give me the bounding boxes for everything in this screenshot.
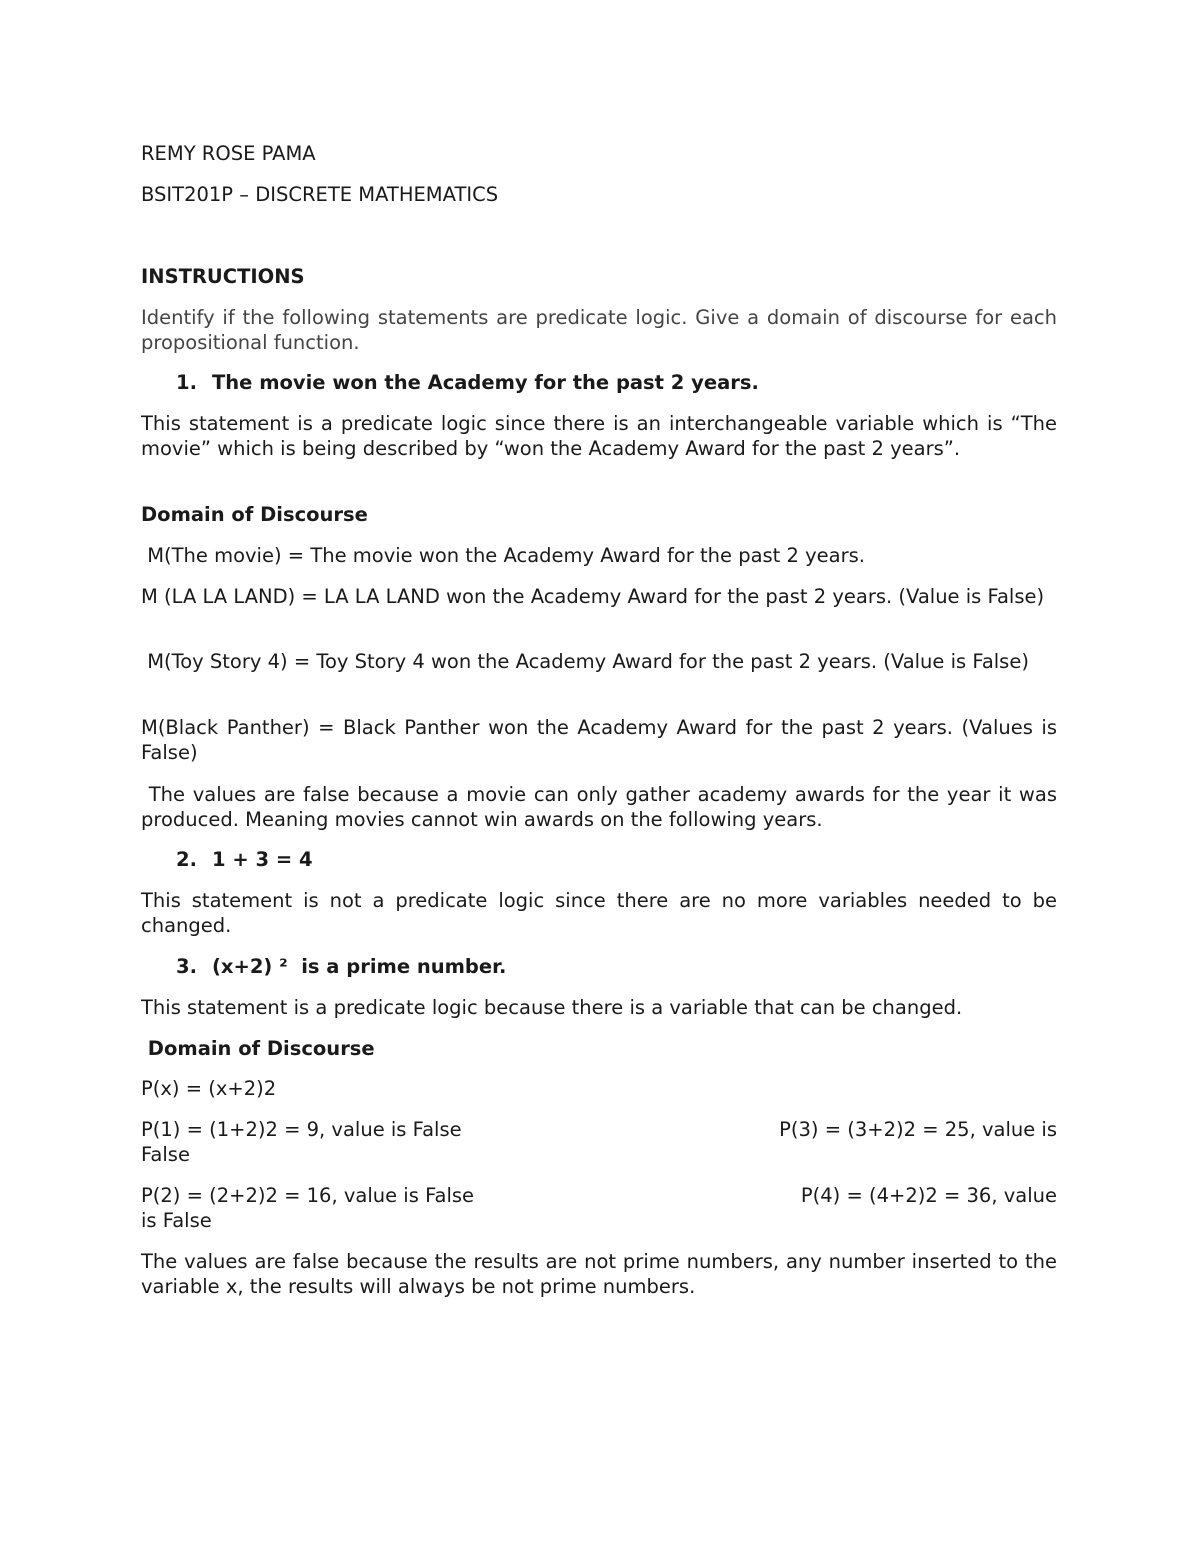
item-1-conclusion: The values are false because a movie can only gather academy awards for the year it was produced. Meaning movies cannot win awards on the following years.: [141, 783, 1064, 831]
p2-value: P(2) = (2+2)2 = 16, value is False: [141, 1184, 475, 1207]
p3-value: P(3) = (3+2)2 = 25, value is: [779, 1118, 1057, 1141]
item-3-explanation: This statement is a predicate logic because there is a variable that can be changed.: [141, 996, 963, 1019]
item-1-explanation: This statement is a predicate logic since there is an interchangeable variable which is “The movie” which is being described by “won the Academy Award for the past 2 years”.: [141, 412, 1057, 460]
p3-value-cont: False: [141, 1143, 190, 1166]
item-3-title: [176, 954, 506, 979]
item-3-statement: (x+2) ² is a prime number.: [212, 955, 507, 978]
item-2-title: [176, 847, 313, 872]
item-3-conclusion: The values are false because the results are not prime numbers, any number inserted to the variable x, the results will always be not prime numbers.: [141, 1250, 1057, 1298]
author-name: REMY ROSE PAMA: [141, 142, 316, 165]
item-3-domain-heading: Domain of Discourse: [141, 1037, 375, 1060]
p4-value: P(4) = (4+2)2 = 36, value: [800, 1184, 1057, 1207]
instructions-heading: INSTRUCTIONS: [141, 265, 305, 288]
item-1-domain-heading: Domain of Discourse: [141, 503, 368, 526]
item-2-statement: 1 + 3 = 4: [212, 848, 313, 871]
item-2-number: 2.: [176, 848, 197, 871]
item-3-row-2: [141, 1183, 1057, 1233]
item-1-statement: The movie won the Academy for the past 2 years.: [212, 371, 759, 394]
item-2-explanation: This statement is not a predicate logic since there are no more variables needed to be changed.: [141, 889, 1057, 937]
item-3-function: P(x) = (x+2)2: [141, 1077, 277, 1100]
instructions-text: Identify if the following statements are predicate logic. Give a domain of discourse for each propositional function.: [141, 306, 1057, 354]
item-1-line-3: M(Toy Story 4) = Toy Story 4 won the Academy Award for the past 2 years. (Value is False): [141, 650, 1029, 673]
item-1-number: 1.: [176, 371, 197, 394]
item-3-row-1: [141, 1117, 1057, 1167]
item-1-line-1: M(The movie) = The movie won the Academy Award for the past 2 years.: [141, 544, 865, 567]
item-1-title: [176, 370, 759, 395]
p1-value: P(1) = (1+2)2 = 9, value is False: [141, 1118, 462, 1141]
p4-value-cont: is False: [141, 1209, 212, 1232]
item-1-line-4: M(Black Panther) = Black Panther won the Academy Award for the past 2 years. (Values is False): [141, 716, 1057, 764]
course-title: BSIT201P – DISCRETE MATHEMATICS: [141, 183, 499, 206]
item-1-line-2: M (LA LA LAND) = LA LA LAND won the Academy Award for the past 2 years. (Value is False): [141, 585, 1045, 608]
item-3-number: 3.: [176, 955, 197, 978]
